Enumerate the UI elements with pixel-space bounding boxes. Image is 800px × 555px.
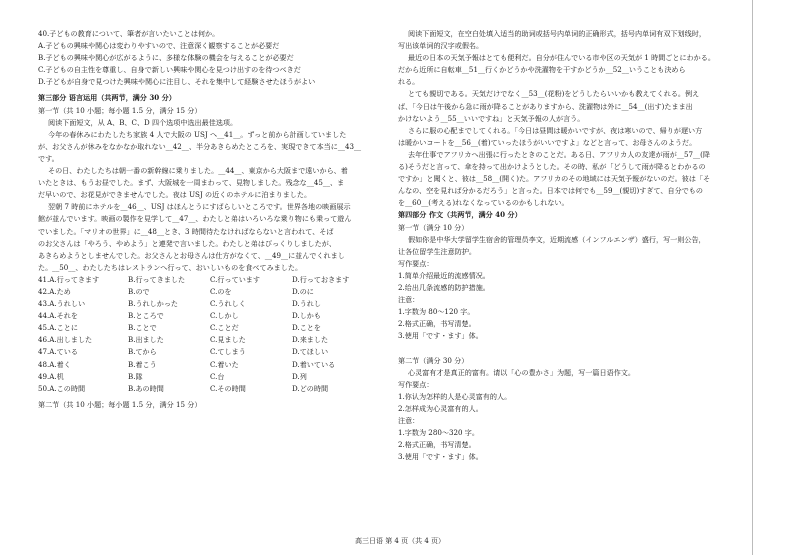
option-48b: B.着こう — [128, 359, 157, 369]
passage-line: が、お父さんが休みをなかなか取れない__42__、半分あきらめたところを、実現できて本当に__43__ — [38, 141, 362, 151]
writing2-notes-label: 注意： — [398, 416, 420, 425]
spacer-line — [398, 342, 738, 354]
option-48a: 48.A.着く — [38, 359, 71, 369]
option-47c: C.てしまう — [210, 347, 246, 357]
option-50a: 50.A.この時間 — [38, 383, 86, 393]
options-grid — [38, 274, 370, 395]
writing1-notes-label: 注意： — [398, 295, 420, 305]
section2-instruction: 阅读下面短文，在空白处填入适当的助词或括号内单词的正确形式，括号内单词有双下划线时， — [408, 29, 706, 38]
section2-heading: 第二节（共 10 小题；每小题 1.5 分，满分 15 分） — [38, 399, 202, 409]
writing1-point: 1.简单介绍最近的流感情况。 — [398, 270, 490, 280]
writing2-note: 2.格式正确，书写清楚。 — [398, 440, 476, 450]
writing1-heading: 第一节（满分 10 分） — [398, 222, 469, 232]
option-49d: D.列 — [292, 371, 307, 381]
passage-line: でいました。「マリオの世界」に__48__とき、3 時間待たなければならないと言われて、そば — [38, 226, 334, 236]
page-footer: 高三日语 第 4 页（共 4 页） — [354, 537, 446, 545]
passage-line: さらに服の心配までしてくれる。「今日は昼間は暖かいですが、夜は寒いので、帰りが遅い方 — [408, 125, 703, 135]
passage-line: だから近所に自転車__51__行くかどうかや洗濯物を干すかどうか__52__いうことも決めら — [398, 65, 686, 75]
option-47b: B.てから — [128, 347, 157, 357]
passage-line: れる。 — [398, 77, 420, 87]
writing2-points-label: 写作要点： — [398, 379, 434, 389]
option-41b: B.行ってきました — [128, 274, 186, 284]
passage-line: だ早いので、お花見ができませんでした。夜は USJ の近くのホテルに泊まりました。 — [38, 190, 312, 200]
passage-line: 去年仕事でアフリカへ出張に行ったときのことだ。ある日、アフリカ人の友達が雨が__57__(降 — [408, 149, 710, 159]
option-45c: C.ことだ — [210, 323, 239, 333]
passage-line: のお父さんは「やろう、やめよう」と連発で言いました。わたしと弟はびっくりしましたが、 — [38, 238, 336, 248]
option-48d: D.着いている — [292, 359, 336, 369]
passage-line: その日、わたしたちは朝一番の新幹線に乗りました。__44__、東京から大阪まで遠いから、着 — [48, 166, 348, 176]
passage-line: 今年の春休みにわたしたち家族 4 人で大阪の USJ へ__41__。ずっと前から計画していました — [48, 129, 347, 139]
right-column — [398, 28, 738, 463]
writing1-point: 2.给出几条流感的防护措施。 — [398, 282, 490, 292]
option-43b: B.うれしかった — [128, 299, 179, 309]
option-50b: B.あの時間 — [128, 383, 164, 393]
option-45a: 45.A.ことに — [38, 323, 78, 333]
option-44d: D.しかも — [292, 311, 321, 321]
passage-line: かけないよう__55__いいですね」と天気予報の人が言う。 — [398, 113, 585, 123]
option-44c: C.しかし — [210, 311, 239, 321]
option-45b: B.ことで — [128, 323, 157, 333]
option-45d: D.ことを — [292, 323, 321, 333]
section2-instruction: 写出该单词的汉字或假名。 — [398, 41, 484, 51]
option-47a: 47.A.ている — [38, 347, 78, 357]
passage-line: とても親切である。天気だけでなく__53__(花粉)をどうしたらいいかも教えてくれる。例え — [408, 89, 700, 99]
option-44b: B.ところで — [128, 311, 164, 321]
part4-heading: 第四部分 作文（共两节，满分 40 分） — [398, 210, 522, 220]
page-edge-divider — [752, 0, 753, 555]
option-46b: B.出ました — [128, 335, 164, 345]
q40-question: 40.子どもの教育について、筆者が言いたいことは何か。 — [38, 29, 220, 38]
option-43a: 43.A.うれしい — [38, 299, 86, 309]
option-44a: 44.A.それを — [38, 311, 78, 321]
option-42d: D.のに — [292, 286, 314, 296]
writing1-points-label: 写作要点： — [398, 258, 434, 268]
option-50d: D.どの時間 — [292, 383, 329, 393]
writing1-note: 3.使用「です・ます」体。 — [398, 331, 483, 341]
section1-instruction: 阅读下面短文，从 A、B、C、D 四个选项中选出最佳选项。 — [48, 117, 238, 127]
writing1-note: 2.格式正确，书写清楚。 — [398, 319, 476, 329]
left-column — [38, 28, 370, 411]
option-50c: C.その時間 — [210, 383, 246, 393]
passage-line: た。__50__、わたしたちはレストランへ行って、おいしいものを食べてみました。 — [38, 262, 303, 272]
q40-option-a: A.子どもの興味や関心は変わりやすいので、注意深く観察することが必要だ — [38, 41, 280, 51]
passage-line: 最近の日本の天気予報はとても便利だ。自分が住んでいる市や区の天気が 1 時間ごとにわかる。 — [408, 53, 715, 63]
passage-line: ば、「今日は午後から急に雨が降ることがありますから、洗濯物は外に__54__(出す)たまま出 — [398, 101, 693, 111]
passage-line: 館が並んでいます。映画の製作を見学して__47__、わたしと弟はいろいろな乗り物にも乗って遊ん — [38, 214, 352, 224]
writing2-prompt: 心灵富有才是真正的富有。请以「心の豊かさ」为题，写一篇日语作文。 — [408, 367, 635, 377]
writing2-note: 1.字数为 280～320 字。 — [398, 428, 479, 438]
option-41a: 41.A.行ってきます — [38, 274, 100, 284]
passage-line: は暖かいコートを__56__(着)ていったほうがいいですよ」などと言って、お母さんのようだ。 — [398, 137, 697, 147]
option-49c: C.台 — [210, 371, 225, 381]
writing2-point: 1.你认为怎样的人是心灵富有的人。 — [398, 391, 512, 401]
writing1-prompt: 假如你是中华大学留学生宿舍的管理员李文，近期流感（インフルエンザ）盛行，写一则公告， — [408, 234, 706, 244]
option-46c: C.見ました — [210, 335, 246, 345]
passage-line: あきらめようとしませんでした。お父さんとお母さんは仕方がなくて、__49__に並んでくれまし — [38, 250, 345, 260]
option-48c: C.着いた — [210, 359, 239, 369]
option-47d: D.てほしい — [292, 347, 329, 357]
passage-line: んなの、空を見れば分かるだろう」と言った。日本では何でも__59__(親切)すぎて、自分でもの — [398, 186, 703, 196]
passage-line: です。 — [38, 153, 59, 163]
writing1-prompt: 让各位留学生注意防护。 — [398, 246, 477, 256]
option-43c: C.うれしく — [210, 299, 246, 309]
section1-heading: 第一节（共 10 小题；每小题 1.5 分，满分 15 分） — [38, 105, 202, 115]
q40-option-d: D.子どもが自身で見つけた興味や関心に注目し、それを集中して経験させたほうがよい — [38, 77, 316, 87]
q40-option-c: C.子どもの自主性を尊重し、自身で新しい興味や関心を見つけ出すのを待つべきだ — [38, 65, 301, 75]
option-46d: D.来ました — [292, 335, 329, 345]
writing1-note: 1.字数为 80～120 字。 — [398, 307, 475, 317]
writing2-heading: 第二节（满分 30 分） — [398, 355, 469, 365]
passage-line: ですか」と聞くと、彼は__58__(開く)た。アフリカのその地域には天気予報がないのだ。彼は「そ — [398, 174, 711, 184]
q40-option-b: B.子どもの興味や関心が広がるように、多様な体験の機会を与えることが必要だ — [38, 53, 294, 63]
option-49a: 49.A.机 — [38, 371, 64, 381]
option-41d: D.行っておきます — [292, 274, 350, 284]
writing2-point: 2.怎样成为心灵富有的人。 — [398, 403, 483, 413]
option-46a: 46.A.出しました — [38, 335, 93, 345]
passage-line: いたときは、もうお昼でした。まず、大阪城を一周まわって、見物しました。残念な__45__、ま — [38, 178, 345, 188]
option-42c: C.のを — [210, 286, 232, 296]
option-49b: B.隊 — [128, 371, 143, 381]
option-42b: B.ので — [128, 286, 150, 296]
passage-line: 翌朝 7 時前にホテルを__46__、USJ はほんとうにすばらしいところです。世界各地の映画展示 — [48, 202, 351, 212]
part3-heading: 第三部分 语言运用（共两节，满分 30 分） — [38, 93, 176, 103]
writing2-note: 3.使用「です・ます」体。 — [398, 452, 483, 462]
passage-line: る)そうだと言って、傘を持って出かけようとした。その時、私が「どうして雨が降るとわかるの — [398, 162, 706, 172]
option-42a: 42.A.ため — [38, 286, 71, 296]
option-43d: D.うれし — [292, 299, 321, 309]
option-41c: C.行っています — [210, 274, 260, 284]
passage-line: を__60__(考える)れなくなっているのかもしれない。 — [398, 198, 569, 208]
